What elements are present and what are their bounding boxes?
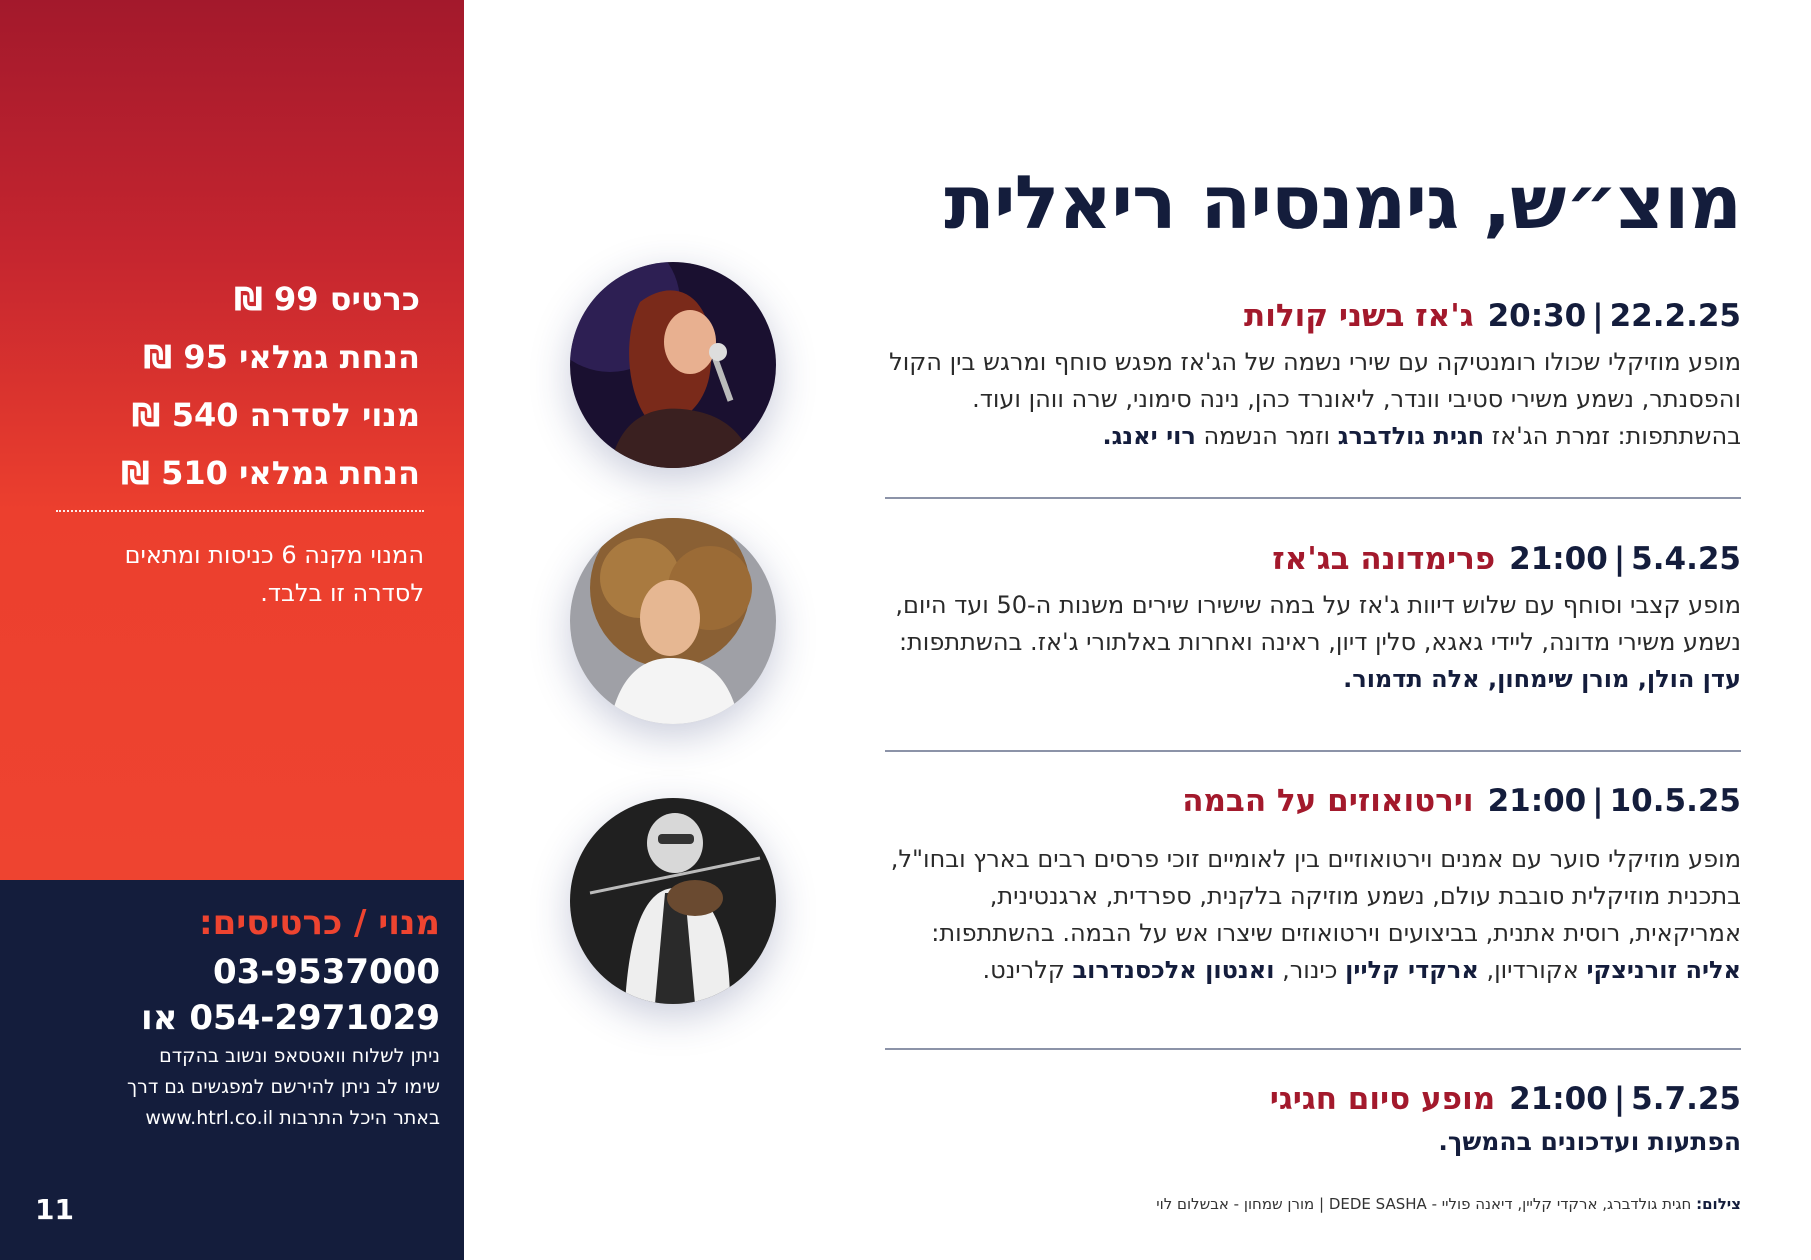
credits-text: חגית גולדברג, ארקדי קליין, דיאנה פוליי - DEDE SASHA | מורן שמחון - אבשלום לוי	[1156, 1195, 1692, 1213]
price-subscription-senior: הנחת גמלאי 510 ₪	[120, 454, 420, 492]
price-subscription: מנוי לסדרה 540 ₪	[131, 396, 420, 434]
contact-note	[20, 1041, 440, 1134]
event-header	[881, 1081, 1741, 1117]
event-date: 5.4.25	[1631, 541, 1741, 577]
contact-title: מנוי / כרטיסים:	[198, 903, 440, 943]
event-description-text: מופע קצבי וסוחף עם שלוש דיוות ג'אז על במה שישירו שירים משנות ה-50 ועד היום, נשמע משירי מדונה, ליידי גאגא, סלין דיון, ראינה ואחרות באלתורי ג'אז. בהשתתפות:	[895, 591, 1741, 656]
price-list	[0, 270, 420, 502]
event-status: הפתעות ועדכונים בהמשך.	[1438, 1127, 1741, 1156]
event-time: 21:00	[1509, 541, 1608, 577]
violinist-photo	[570, 798, 776, 1004]
event-item	[881, 541, 1741, 698]
singer-photo	[570, 262, 776, 468]
separator: |	[1592, 298, 1604, 334]
event-item	[881, 783, 1741, 989]
event-title: פרימדונה בג'אז	[1272, 541, 1496, 577]
artist-role: כינור,	[1282, 956, 1338, 984]
artist-role: אקורדיון,	[1486, 956, 1579, 984]
event-time: 20:30	[1487, 298, 1587, 334]
price-ticket: כרטיס 99 ₪	[233, 280, 420, 318]
separator: |	[1592, 783, 1604, 819]
phone-primary[interactable]: 03-9537000	[212, 952, 440, 992]
artist-name: ארקדי קליין	[1345, 956, 1479, 984]
subscription-note: המנוי מקנה 6 כניסות ומתאים לסדרה זו בלבד.	[124, 541, 424, 607]
event-description	[881, 587, 1741, 698]
event-date: 22.2.25	[1609, 298, 1741, 334]
event-description	[881, 841, 1741, 989]
event-description	[881, 344, 1741, 455]
artist-name: חגית גולדברג	[1337, 422, 1485, 450]
artist-role: קלרינט.	[982, 956, 1065, 984]
page-title: מוצ״ש, גימנסיה ריאלית	[944, 160, 1741, 246]
separator: |	[1613, 1081, 1626, 1117]
event-item	[881, 1081, 1741, 1156]
contact-note-line: באתר היכל התרבות www.htrl.co.il	[145, 1107, 440, 1129]
phone-secondary[interactable]: 054-2971029 או	[141, 998, 440, 1038]
event-title: ג'אז בשני קולות	[1244, 298, 1474, 334]
artist-name: רוי יאנג.	[1102, 422, 1196, 450]
event-title: מופע סיום חגיגי	[1269, 1081, 1496, 1117]
event-time: 21:00	[1487, 783, 1587, 819]
event-item	[881, 298, 1741, 455]
photo-credits	[1156, 1195, 1741, 1213]
event-divider	[885, 750, 1741, 752]
contact-note-line: ניתן לשלוח וואטסאפ ונשוב בהקדם	[159, 1045, 440, 1067]
price-divider	[56, 510, 424, 512]
event-description-text: מופע מוזיקלי סוער עם אמנים וירטואוזיים בין לאומיים זוכי פרסים רבים בארץ ובחו"ל, בתכנית מוזיקלית סובבת עולם, נשמע מוזיקה בלקנית, ספרדית, ארגנטינית, אמריקאית, רוסית אתנית, בביצועים וירטואוזים שיצרו אש על הבמה. בהשתתפות:	[890, 845, 1741, 947]
event-description-text: מופע מוזיקלי שכולו רומנטיקה עם שירי נשמה של הג'אז מפגש סוחף ומרגש בין הקול והפסנתר, נשמע משירי סטיבי וונדר, ליאונרד כהן, נינה סימוני, שרה ווהן ועוד. בהשתתפות: זמרת הג'אז	[889, 348, 1741, 450]
event-time: 21:00	[1509, 1081, 1608, 1117]
event-divider	[885, 1048, 1741, 1050]
event-title: וירטואוזים על הבמה	[1182, 783, 1474, 819]
price-ticket-senior: הנחת גמלאי 95 ₪	[143, 338, 420, 376]
credits-label: צילום:	[1696, 1195, 1741, 1213]
artist-names: עדן הולן, מורן שימחון, אלה תדמור.	[1343, 665, 1741, 693]
event-date: 5.7.25	[1631, 1081, 1741, 1117]
page-number: 11	[35, 1193, 74, 1226]
separator: |	[1613, 541, 1626, 577]
event-description-text: וזמר הנשמה	[1203, 422, 1331, 450]
event-header	[881, 783, 1741, 819]
singer-photo	[570, 518, 776, 724]
event-header	[881, 541, 1741, 577]
artist-name: אליה זורניצקי	[1586, 956, 1741, 984]
contact-note-line: שימו לב ניתן להירשם למפגשים גם דרך	[126, 1076, 440, 1098]
event-date: 10.5.25	[1609, 783, 1741, 819]
event-header	[881, 298, 1741, 334]
artist-name: ואנטון אלכסנדרוב	[1072, 956, 1275, 984]
event-divider	[885, 497, 1741, 499]
